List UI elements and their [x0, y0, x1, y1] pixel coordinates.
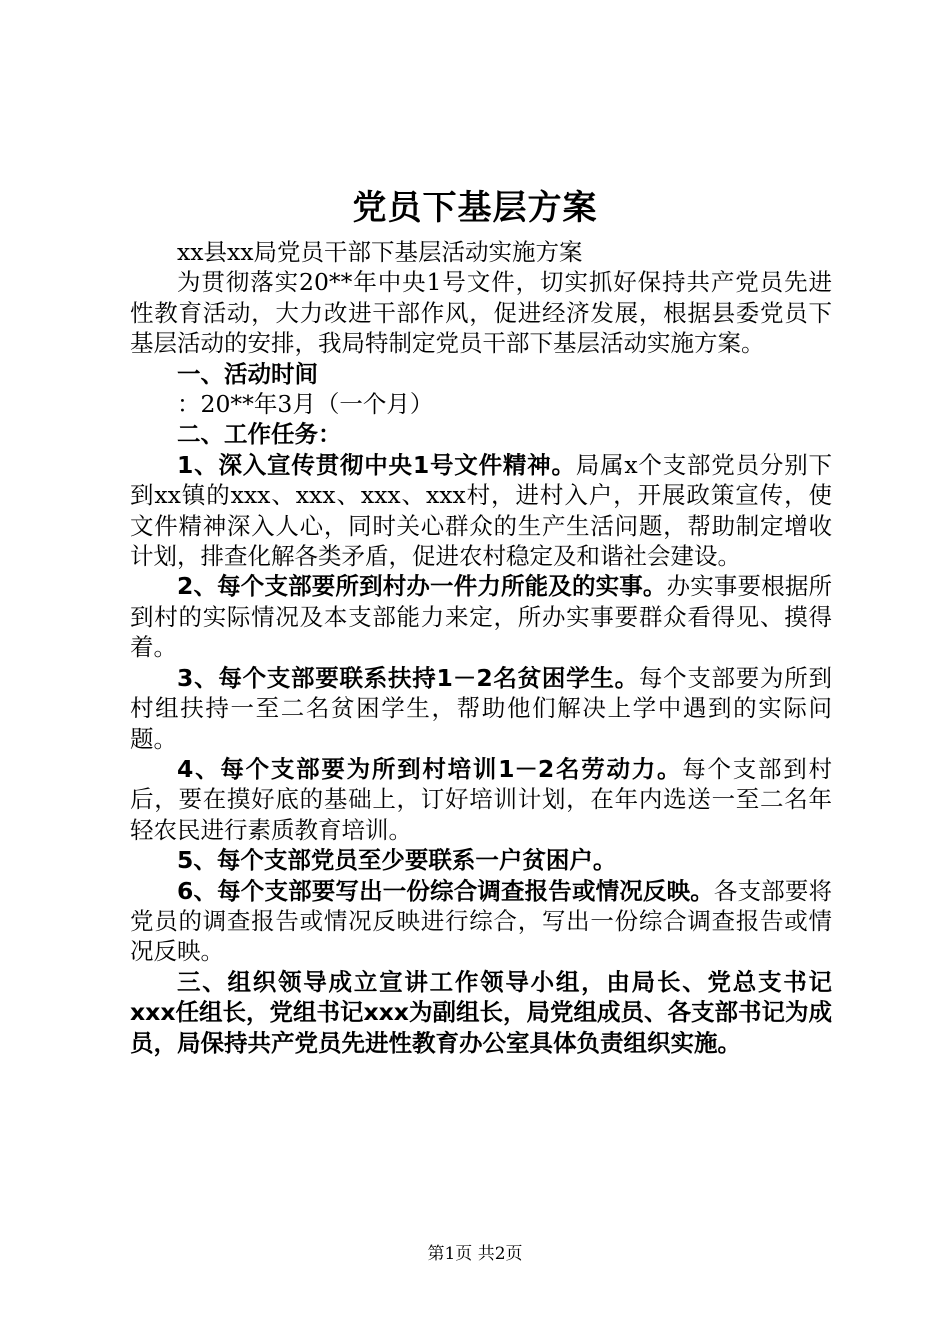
document-body [130, 237, 832, 1058]
section-heading-tasks: 二、工作任务： [177, 420, 342, 449]
task-item-3: 3、每个支部要联系扶持1－2名贫困学生。每个支部要为所到村组扶持一至二名贫困学生，帮助他们解决上学中遇到的实际问题。 [130, 663, 833, 753]
paragraph-time: ：20**年3月（一个月） [177, 390, 434, 419]
section-heading-time: 一、活动时间 [177, 359, 318, 388]
section-organization: 三、组织领导成立宣讲工作领导小组，由局长、党总支书记xxx任组长，党组书记xxx为副组长，局党组成员、各支部书记为成员，局保持共产党员先进性教育办公室具体负责组织实施。 [130, 967, 832, 1057]
task-item-4: 4、每个支部要为所到村培训1－2名劳动力。每个支部到村后，要在摸好底的基础上，订好培训计划，在年内选送一至二名年轻农民进行素质教育培训。 [130, 754, 833, 844]
task-item-2: 2、每个支部要所到村办一件力所能及的实事。办实事要根据所到村的实际情况及本支部能力来定，所办实事要群众看得见、摸得着。 [130, 572, 832, 662]
paragraph-intro: 为贯彻落实20**年中央1号文件，切实抓好保持共产党员先进性教育活动，大力改进干部作风，促进经济发展，根据县委党员下基层活动的安排，我局特制定党员干部下基层活动实施方案。 [130, 268, 832, 358]
task-item-1: 1、深入宣传贯彻中央1号文件精神。局属x个支部党员分别下到xx镇的xxx、xxx、xxx、xxx村，进村入户，开展政策宣传，使文件精神深入人心，同时关心群众的生产生活问题，帮助制定增收计划，排查化解各类矛盾，促进农村稳定及和谐社会建设。 [130, 450, 832, 571]
paragraph-subtitle: xx县xx局党员干部下基层活动实施方案 [177, 238, 583, 266]
task-item-5: 5、每个支部党员至少要联系一户贫困户。 [177, 846, 617, 875]
page-number: 第1页 共2页 [427, 1244, 523, 1264]
task-item-6: 6、每个支部要写出一份综合调查报告或情况反映。各支部要将党员的调查报告或情况反映进行综合，写出一份综合调查报告或情况反映。 [130, 876, 833, 966]
document-title: 党员下基层方案 [352, 188, 598, 228]
